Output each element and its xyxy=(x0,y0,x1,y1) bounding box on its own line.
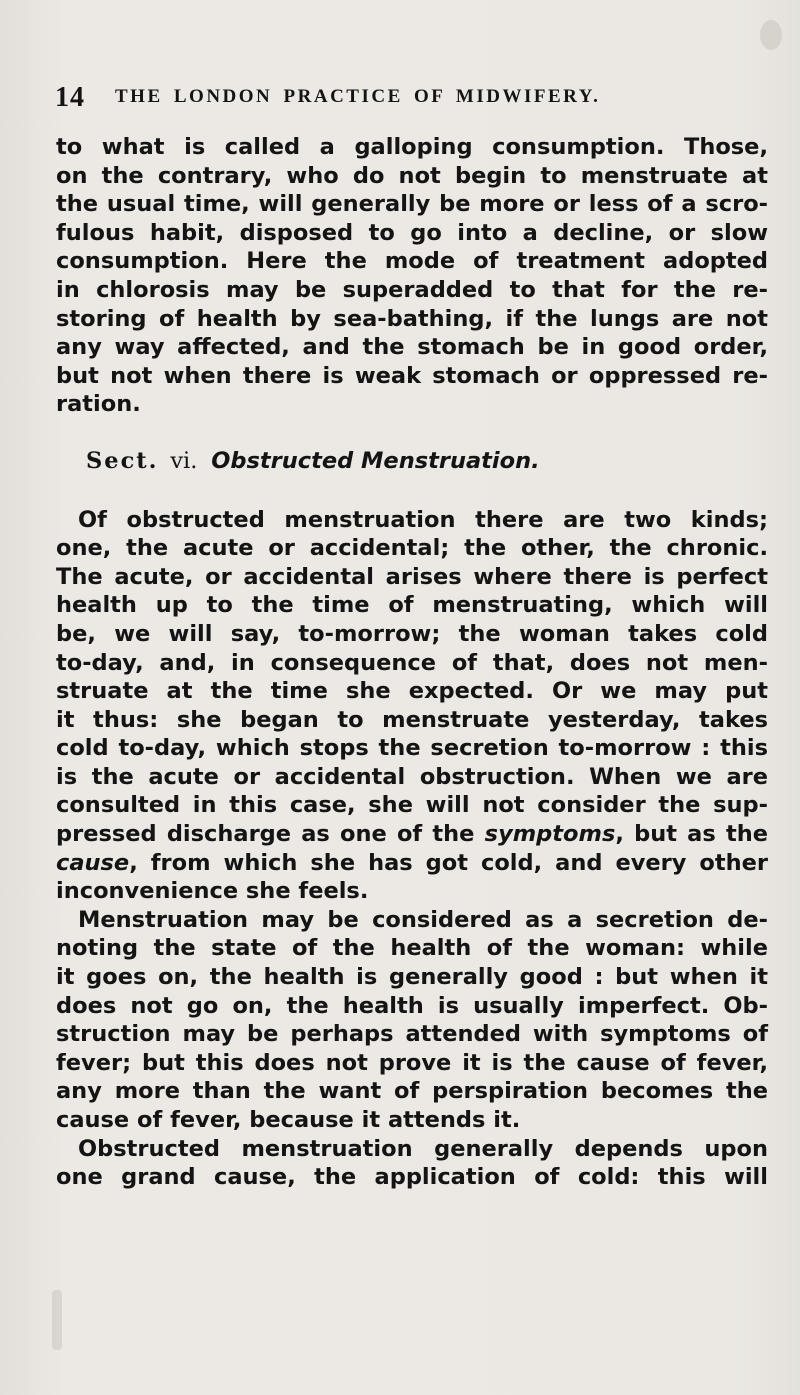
running-head: THE LONDON PRACTICE OF MIDWIFERY. xyxy=(115,86,601,107)
page-number: 14 xyxy=(55,82,85,113)
section-label: Sect. xyxy=(86,447,159,474)
section-title: Obstructed Menstruation. xyxy=(211,447,540,474)
text-line: inconvenience she feels. xyxy=(56,878,369,905)
paragraph xyxy=(56,1135,768,1192)
text-segment: , from which she has got cold, and every other xyxy=(129,849,768,876)
text-line: one grand cause, the application of cold: this will xyxy=(56,1164,768,1191)
text-line: noting the state of the health of the woman: while xyxy=(56,935,768,962)
section-heading xyxy=(56,447,768,476)
text-line: cause of fever, because it attends it. xyxy=(56,1107,521,1133)
text-line: the usual time, will generally be more or less of a scro- xyxy=(56,191,768,218)
text-line: health up to the time of menstruating, which will xyxy=(56,592,768,619)
paragraph xyxy=(56,906,768,1135)
text-line: but not when there is weak stomach or oppressed re- xyxy=(56,362,768,389)
text-line-mixed xyxy=(56,849,768,878)
text-line: struction may be perhaps attended with symptoms of xyxy=(56,1021,768,1048)
text-line: storing of health by sea-bathing, if the lungs are not xyxy=(56,305,768,332)
text-line: The acute, or accidental arises where there is perfect xyxy=(56,563,768,590)
text-line: consumption. Here the mode of treatment adopted xyxy=(56,248,768,275)
text-segment: pressed discharge as one of the xyxy=(56,821,475,848)
text-line: to what is called a galloping consumption. Those, xyxy=(56,134,768,160)
paragraph xyxy=(56,506,768,906)
text-line: is the acute or accidental obstruction. When we are xyxy=(56,763,768,790)
paper-stain xyxy=(760,20,782,50)
text-line: fever; but this does not prove it is the cause of fever, xyxy=(56,1049,768,1076)
text-line: it thus: she began to menstruate yesterday, takes xyxy=(56,706,768,733)
text-line: to-day, and, in consequence of that, does not men- xyxy=(56,649,768,676)
text-line: it goes on, the health is generally good : but when it xyxy=(56,964,768,991)
page-header xyxy=(55,82,775,116)
text-line: does not go on, the health is usually imperfect. Ob- xyxy=(56,992,768,1019)
paper-stain xyxy=(52,1290,62,1350)
text-line: Of obstructed menstruation there are two kinds; xyxy=(78,506,768,533)
text-line: struate at the time she expected. Or we may put xyxy=(56,678,768,705)
paragraph xyxy=(56,133,768,419)
body-text xyxy=(56,133,768,1192)
section-number: vi. xyxy=(170,447,198,474)
text-line: any more than the want of perspiration becomes the xyxy=(56,1078,768,1105)
emphasis-symptoms: symptoms xyxy=(484,821,616,848)
text-line: consulted in this case, she will not consider the sup- xyxy=(56,792,768,819)
text-line: in chlorosis may be superadded to that for the re- xyxy=(56,276,768,303)
text-line: cold to-day, which stops the secretion to-morrow : this xyxy=(56,735,768,762)
text-line: on the contrary, who do not begin to menstruate at xyxy=(56,162,768,189)
emphasis-cause: cause xyxy=(56,849,130,876)
text-line: fulous habit, disposed to go into a decline, or slow xyxy=(56,219,768,246)
text-line: any way affected, and the stomach be in good order, xyxy=(56,334,768,361)
text-line-mixed xyxy=(56,820,768,849)
text-line: be, we will say, to-morrow; the woman takes cold xyxy=(56,620,768,647)
text-segment: , but as the xyxy=(615,821,768,848)
text-line: Obstructed menstruation generally depends upon xyxy=(78,1135,768,1162)
text-line: Menstruation may be considered as a secretion de- xyxy=(78,906,768,933)
text-line: one, the acute or accidental; the other, the chronic. xyxy=(56,535,768,562)
text-line: ration. xyxy=(56,391,141,418)
